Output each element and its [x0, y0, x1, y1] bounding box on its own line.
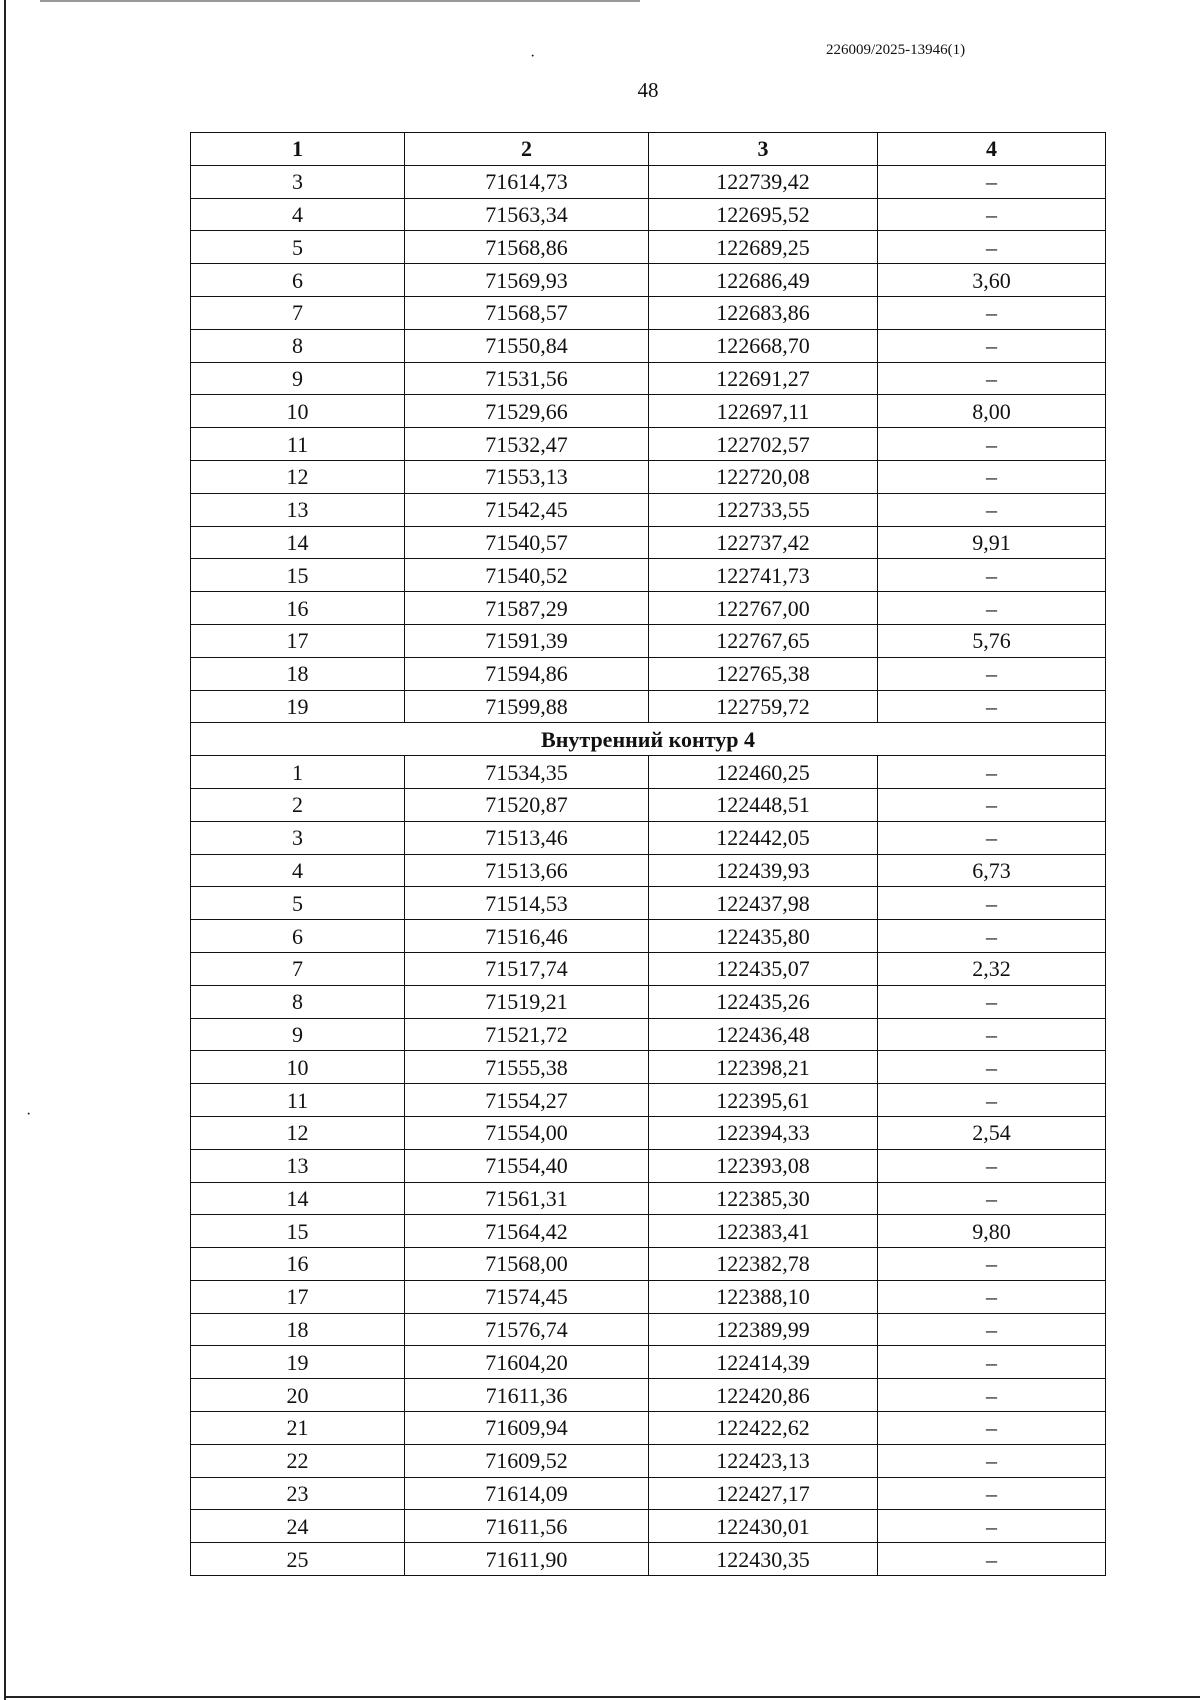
table-cell: 22 — [191, 1444, 405, 1477]
table-cell: 71555,38 — [405, 1051, 649, 1084]
table-cell: 25 — [191, 1543, 405, 1576]
table-cell: 122720,08 — [649, 460, 878, 493]
table-row — [191, 264, 1106, 297]
table-cell: 6 — [191, 920, 405, 953]
table-cell: – — [878, 1543, 1106, 1576]
table-cell: 71553,13 — [405, 460, 649, 493]
table-cell: – — [878, 1477, 1106, 1510]
table-cell: 10 — [191, 395, 405, 428]
scan-edge-bottom — [4, 1696, 1200, 1698]
table-row — [191, 854, 1106, 887]
table-cell: 71609,52 — [405, 1444, 649, 1477]
table-cell: 19 — [191, 690, 405, 723]
table-row — [191, 559, 1106, 592]
table-row — [191, 1412, 1106, 1445]
table-cell: – — [878, 1149, 1106, 1182]
table-cell: 122420,86 — [649, 1379, 878, 1412]
table-cell: 122414,39 — [649, 1346, 878, 1379]
table-cell: 122691,27 — [649, 362, 878, 395]
table-cell: 6,73 — [878, 854, 1106, 887]
table-cell: – — [878, 1182, 1106, 1215]
table-cell: 71594,86 — [405, 657, 649, 690]
table-cell: 122668,70 — [649, 329, 878, 362]
table-cell: 122439,93 — [649, 854, 878, 887]
table-cell: – — [878, 887, 1106, 920]
table-cell: 71534,35 — [405, 756, 649, 789]
section-title: Внутренний контур 4 — [191, 723, 1106, 756]
table-cell: 122435,07 — [649, 952, 878, 985]
table-cell: 71564,42 — [405, 1215, 649, 1248]
table-cell: – — [878, 1084, 1106, 1117]
table-row — [191, 1051, 1106, 1084]
table-cell: 15 — [191, 559, 405, 592]
table-cell: 122767,65 — [649, 624, 878, 657]
table-cell: 122389,99 — [649, 1313, 878, 1346]
coordinates-table — [190, 132, 1106, 1576]
table-cell: 71568,86 — [405, 231, 649, 264]
table-cell: 122430,01 — [649, 1510, 878, 1543]
table-row — [191, 1182, 1106, 1215]
table-cell: – — [878, 1248, 1106, 1281]
table-row — [191, 198, 1106, 231]
table-cell: 14 — [191, 526, 405, 559]
table-row — [191, 592, 1106, 625]
table-section — [191, 723, 1106, 756]
table-cell: 122398,21 — [649, 1051, 878, 1084]
table-cell: 122427,17 — [649, 1477, 878, 1510]
column-header: 2 — [405, 133, 649, 166]
table-cell: 7 — [191, 296, 405, 329]
table-cell: 13 — [191, 493, 405, 526]
table-cell: 122388,10 — [649, 1280, 878, 1313]
table-cell: 71540,52 — [405, 559, 649, 592]
table-cell: 122437,98 — [649, 887, 878, 920]
table-cell: – — [878, 493, 1106, 526]
table-cell: 122382,78 — [649, 1248, 878, 1281]
table-cell: 71611,90 — [405, 1543, 649, 1576]
table-row — [191, 1444, 1106, 1477]
table-cell: 19 — [191, 1346, 405, 1379]
table-row — [191, 657, 1106, 690]
table-cell: 12 — [191, 1116, 405, 1149]
table-cell: 18 — [191, 1313, 405, 1346]
table-row — [191, 1346, 1106, 1379]
table-row — [191, 821, 1106, 854]
table-cell: 122460,25 — [649, 756, 878, 789]
table-cell: – — [878, 1018, 1106, 1051]
table-cell: 71531,56 — [405, 362, 649, 395]
column-header: 3 — [649, 133, 878, 166]
table-row — [191, 329, 1106, 362]
table-cell: 122435,26 — [649, 985, 878, 1018]
table-cell: 122765,38 — [649, 657, 878, 690]
table-cell: – — [878, 592, 1106, 625]
table-cell: 122448,51 — [649, 788, 878, 821]
table-cell: 8 — [191, 985, 405, 1018]
table-row — [191, 1248, 1106, 1281]
table-cell: 122394,33 — [649, 1116, 878, 1149]
table-cell: 71614,09 — [405, 1477, 649, 1510]
table-cell: 3 — [191, 821, 405, 854]
table-cell: 12 — [191, 460, 405, 493]
table-cell: – — [878, 1412, 1106, 1445]
table-row — [191, 1543, 1106, 1576]
table-row — [191, 756, 1106, 789]
table-cell: 71529,66 — [405, 395, 649, 428]
table-cell: – — [878, 165, 1106, 198]
table-cell: 71563,34 — [405, 198, 649, 231]
table-row — [191, 1379, 1106, 1412]
table-cell: – — [878, 1444, 1106, 1477]
table-cell: 17 — [191, 1280, 405, 1313]
table-body-inner-contour — [191, 756, 1106, 1576]
table-cell: 71609,94 — [405, 1412, 649, 1445]
table-cell: 5 — [191, 887, 405, 920]
table-row — [191, 952, 1106, 985]
table-cell: 122435,80 — [649, 920, 878, 953]
table-cell: 122695,52 — [649, 198, 878, 231]
table-cell: 122436,48 — [649, 1018, 878, 1051]
table-cell: 71521,72 — [405, 1018, 649, 1051]
table-cell: 9 — [191, 362, 405, 395]
column-header: 1 — [191, 133, 405, 166]
table-cell: 71561,31 — [405, 1182, 649, 1215]
table-cell: 122737,42 — [649, 526, 878, 559]
document-number: 226009/2025-13946(1) — [826, 42, 966, 58]
table-cell: 71554,00 — [405, 1116, 649, 1149]
table-cell: 9,91 — [878, 526, 1106, 559]
table-cell: – — [878, 296, 1106, 329]
table-cell: 23 — [191, 1477, 405, 1510]
table-cell: 71611,56 — [405, 1510, 649, 1543]
table-cell: 71604,20 — [405, 1346, 649, 1379]
table-cell: 122422,62 — [649, 1412, 878, 1445]
table-cell: 5 — [191, 231, 405, 264]
table-row — [191, 985, 1106, 1018]
table-cell: 122385,30 — [649, 1182, 878, 1215]
table-cell: 122393,08 — [649, 1149, 878, 1182]
table-row — [191, 1149, 1106, 1182]
table-cell: 122383,41 — [649, 1215, 878, 1248]
table-cell: 2,32 — [878, 952, 1106, 985]
table-cell: 18 — [191, 657, 405, 690]
table-cell: 71614,73 — [405, 165, 649, 198]
table-row — [191, 920, 1106, 953]
table-cell: 24 — [191, 1510, 405, 1543]
table-cell: 6 — [191, 264, 405, 297]
scan-speck: · — [26, 1106, 32, 1123]
table-row — [191, 526, 1106, 559]
table-cell: 122395,61 — [649, 1084, 878, 1117]
table-cell: – — [878, 460, 1106, 493]
table-cell: 71513,46 — [405, 821, 649, 854]
table-cell: 2,54 — [878, 1116, 1106, 1149]
table-cell: – — [878, 985, 1106, 1018]
table-cell: 3 — [191, 165, 405, 198]
table-cell: 71568,00 — [405, 1248, 649, 1281]
table-cell: 71568,57 — [405, 296, 649, 329]
table-row — [191, 460, 1106, 493]
table-cell: 122689,25 — [649, 231, 878, 264]
table-cell: 11 — [191, 428, 405, 461]
table-cell: 13 — [191, 1149, 405, 1182]
table-row — [191, 788, 1106, 821]
table-cell: 9,80 — [878, 1215, 1106, 1248]
table-row — [191, 1313, 1106, 1346]
table-row — [191, 1215, 1106, 1248]
table-cell: – — [878, 362, 1106, 395]
table-cell: – — [878, 559, 1106, 592]
table-cell: 71532,47 — [405, 428, 649, 461]
section-row — [191, 723, 1106, 756]
table-cell: 122686,49 — [649, 264, 878, 297]
table-row — [191, 1510, 1106, 1543]
table-cell: – — [878, 198, 1106, 231]
table-cell: – — [878, 1379, 1106, 1412]
table-cell: 5,76 — [878, 624, 1106, 657]
table-row — [191, 1116, 1106, 1149]
table-cell: – — [878, 920, 1106, 953]
table-cell: – — [878, 1313, 1106, 1346]
table-cell: 21 — [191, 1412, 405, 1445]
table-cell: – — [878, 1051, 1106, 1084]
table-cell: 122767,00 — [649, 592, 878, 625]
table-cell: 7 — [191, 952, 405, 985]
table-cell: 8 — [191, 329, 405, 362]
table-cell: 1 — [191, 756, 405, 789]
table-cell: 122442,05 — [649, 821, 878, 854]
table-header-row — [191, 133, 1106, 166]
table-cell: 11 — [191, 1084, 405, 1117]
table-cell: 71513,66 — [405, 854, 649, 887]
table-cell: 122697,11 — [649, 395, 878, 428]
table-cell: – — [878, 428, 1106, 461]
scan-edge-top — [40, 0, 640, 2]
table-cell: – — [878, 1346, 1106, 1379]
table-cell: 8,00 — [878, 395, 1106, 428]
table-cell: 122423,13 — [649, 1444, 878, 1477]
table-cell: 122733,55 — [649, 493, 878, 526]
table-row — [191, 1084, 1106, 1117]
table-cell: 71516,46 — [405, 920, 649, 953]
table-row — [191, 493, 1106, 526]
table-cell: – — [878, 788, 1106, 821]
table-cell: 16 — [191, 592, 405, 625]
table-cell: 71550,84 — [405, 329, 649, 362]
table-cell: 2 — [191, 788, 405, 821]
table-cell: 71587,29 — [405, 592, 649, 625]
table-row — [191, 624, 1106, 657]
table-cell: 16 — [191, 1248, 405, 1281]
table-cell: 71554,40 — [405, 1149, 649, 1182]
table-row — [191, 1280, 1106, 1313]
table-cell: 122683,86 — [649, 296, 878, 329]
table-cell: – — [878, 690, 1106, 723]
table-cell: 4 — [191, 854, 405, 887]
table-cell: 71569,93 — [405, 264, 649, 297]
table-cell: 71540,57 — [405, 526, 649, 559]
page-number: 48 — [637, 78, 659, 102]
table-row — [191, 165, 1106, 198]
table-cell: 122702,57 — [649, 428, 878, 461]
table-row — [191, 296, 1106, 329]
table-cell: 71599,88 — [405, 690, 649, 723]
table-cell: 17 — [191, 624, 405, 657]
table-cell: 71520,87 — [405, 788, 649, 821]
table-cell: 71554,27 — [405, 1084, 649, 1117]
table-cell: 71514,53 — [405, 887, 649, 920]
table-cell: 20 — [191, 1379, 405, 1412]
table-row — [191, 1477, 1106, 1510]
table-row — [191, 395, 1106, 428]
table-cell: – — [878, 1510, 1106, 1543]
table-cell: 122430,35 — [649, 1543, 878, 1576]
table-cell: 14 — [191, 1182, 405, 1215]
table-row — [191, 362, 1106, 395]
table-cell: 71542,45 — [405, 493, 649, 526]
table-cell: – — [878, 1280, 1106, 1313]
table-cell: 71517,74 — [405, 952, 649, 985]
table-row — [191, 231, 1106, 264]
table-cell: – — [878, 821, 1106, 854]
table-cell: 122741,73 — [649, 559, 878, 592]
table-row — [191, 1018, 1106, 1051]
table-cell: – — [878, 231, 1106, 264]
table-cell: 122739,42 — [649, 165, 878, 198]
table-cell: 10 — [191, 1051, 405, 1084]
table-cell: 9 — [191, 1018, 405, 1051]
table-cell: 71574,45 — [405, 1280, 649, 1313]
table-cell: 71591,39 — [405, 624, 649, 657]
table-row — [191, 428, 1106, 461]
table-cell: 15 — [191, 1215, 405, 1248]
table-body-outer — [191, 165, 1106, 723]
table-cell: 122759,72 — [649, 690, 878, 723]
table-cell: 4 — [191, 198, 405, 231]
table-cell: 71611,36 — [405, 1379, 649, 1412]
scan-speck: · — [530, 48, 536, 65]
table-cell: 71576,74 — [405, 1313, 649, 1346]
table-row — [191, 887, 1106, 920]
table-cell: – — [878, 657, 1106, 690]
table-cell: – — [878, 756, 1106, 789]
column-header: 4 — [878, 133, 1106, 166]
table-cell: – — [878, 329, 1106, 362]
table-cell: 3,60 — [878, 264, 1106, 297]
table-cell: 71519,21 — [405, 985, 649, 1018]
table-row — [191, 690, 1106, 723]
scan-edge-left — [4, 0, 6, 1700]
